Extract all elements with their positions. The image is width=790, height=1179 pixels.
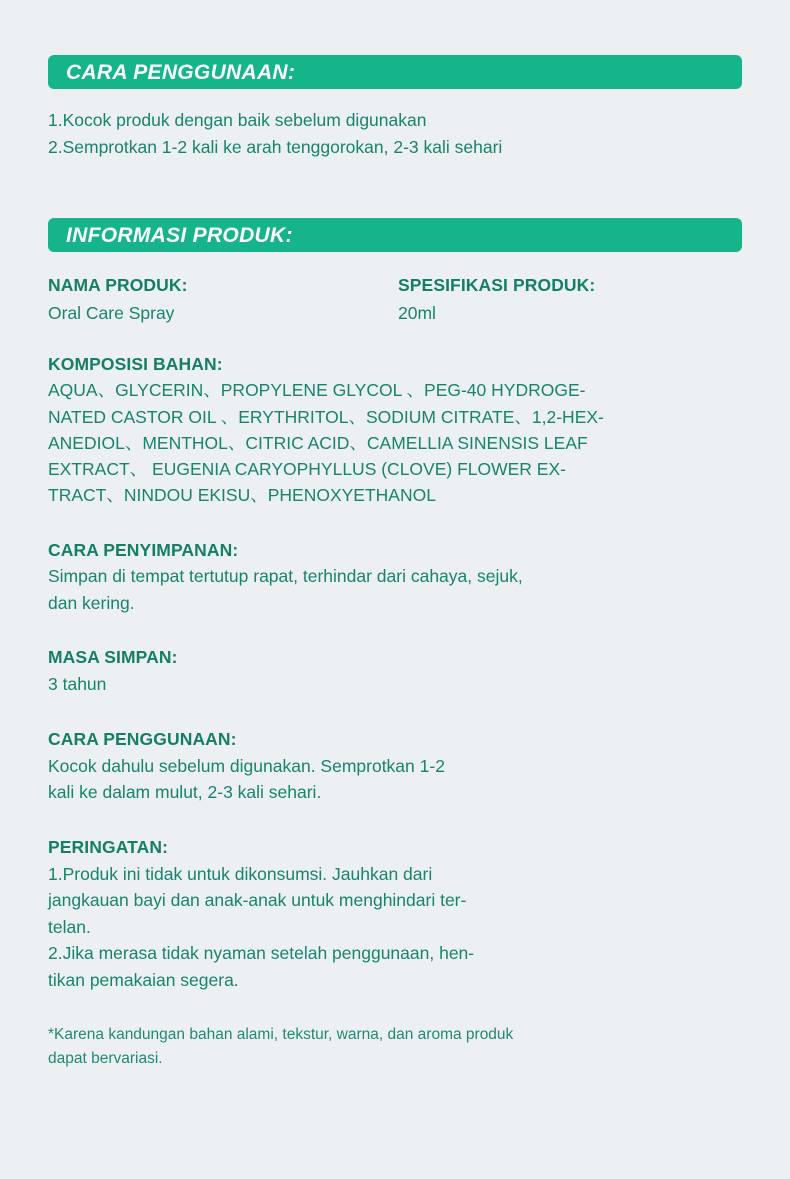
info-banner-wrapper: [48, 218, 742, 252]
usage-step: 1.Kocok produk dengan baik sebelum digunakan: [48, 110, 427, 130]
ingredient-line: EXTRACT、 EUGENIA CARYOPHYLLUS (CLOVE) FLOWER EX-: [48, 459, 566, 480]
usage-detail-line: kali ke dalam mulut, 2-3 kali sehari.: [48, 782, 322, 803]
storage-body: [48, 563, 742, 616]
storage-label: CARA PENYIMPANAN:: [48, 539, 239, 560]
footnote-line: *Karena kandungan bahan alami, tekstur, warna, dan aroma produk: [48, 1026, 514, 1044]
warning-line: tikan pemakaian segera.: [48, 969, 239, 990]
usage-detail-body: [48, 753, 742, 806]
top-spacer: [48, 0, 742, 55]
warning-body: [48, 861, 742, 994]
shelf-life-section: [48, 646, 742, 697]
shelf-life-line: 3 tahun: [48, 674, 107, 695]
product-name-column: [48, 274, 398, 326]
product-spec-label: SPESIFIKASI PRODUK:: [398, 275, 596, 296]
ingredient-line: ANEDIOL、MENTHOL、CITRIC ACID、CAMELLIA SINENSIS LEAF: [48, 432, 588, 453]
ingredient-line: AQUA、GLYCERIN、PROPYLENE GLYCOL 、PEG-40 HYDROGE-: [48, 380, 586, 401]
warning-line: jangkauan bayi dan anak-anak untuk menghindari ter-: [48, 890, 467, 911]
shelf-life-body: [48, 671, 742, 698]
footnote-line: dapat bervariasi.: [48, 1050, 163, 1068]
warning-label: PERINGATAN:: [48, 836, 169, 857]
storage-line: Simpan di tempat tertutup rapat, terhindar dari cahaya, sejuk,: [48, 566, 523, 587]
warning-line: telan.: [48, 916, 91, 937]
usage-banner-title: CARA PENGGUNAAN:: [66, 60, 296, 84]
warning-line: 1.Produk ini tidak untuk dikonsumsi. Jauhkan dari: [48, 863, 433, 884]
shelf-life-label: MASA SIMPAN:: [48, 647, 178, 668]
product-spec-value: 20ml: [398, 302, 436, 323]
product-summary-row: [48, 274, 742, 326]
warning-line: 2.Jika merasa tidak nyaman setelah penggunaan, hen-: [48, 943, 475, 964]
footnote-section: [48, 1023, 742, 1071]
ingredient-line: NATED CASTOR OIL 、ERYTHRITOL、SODIUM CITRATE、1,2-HEX-: [48, 406, 604, 427]
composition-section: [48, 353, 742, 509]
warning-section: [48, 836, 742, 994]
usage-detail-line: Kocok dahulu sebelum digunakan. Semprotkan 1-2: [48, 755, 445, 776]
info-banner: [48, 218, 742, 252]
product-spec-column: [398, 274, 742, 326]
usage-detail-section: [48, 728, 742, 806]
usage-banner: [48, 55, 742, 89]
usage-detail-label: CARA PENGGUNAAN:: [48, 728, 237, 749]
storage-line: dan kering.: [48, 592, 135, 613]
product-name-value: Oral Care Spray: [48, 302, 175, 323]
usage-steps-list: [48, 107, 742, 160]
info-banner-title: INFORMASI PRODUK:: [66, 223, 293, 247]
product-name-label: NAMA PRODUK:: [48, 275, 188, 296]
composition-body: [48, 377, 742, 508]
storage-section: [48, 539, 742, 617]
ingredient-line: TRACT、NINDOU EKISU、PHENOXYETHANOL: [48, 485, 436, 506]
usage-step: 2.Semprotkan 1-2 kali ke arah tenggorokan, 2-3 kali sehari: [48, 136, 503, 157]
composition-label: KOMPOSISI BAHAN:: [48, 353, 223, 374]
